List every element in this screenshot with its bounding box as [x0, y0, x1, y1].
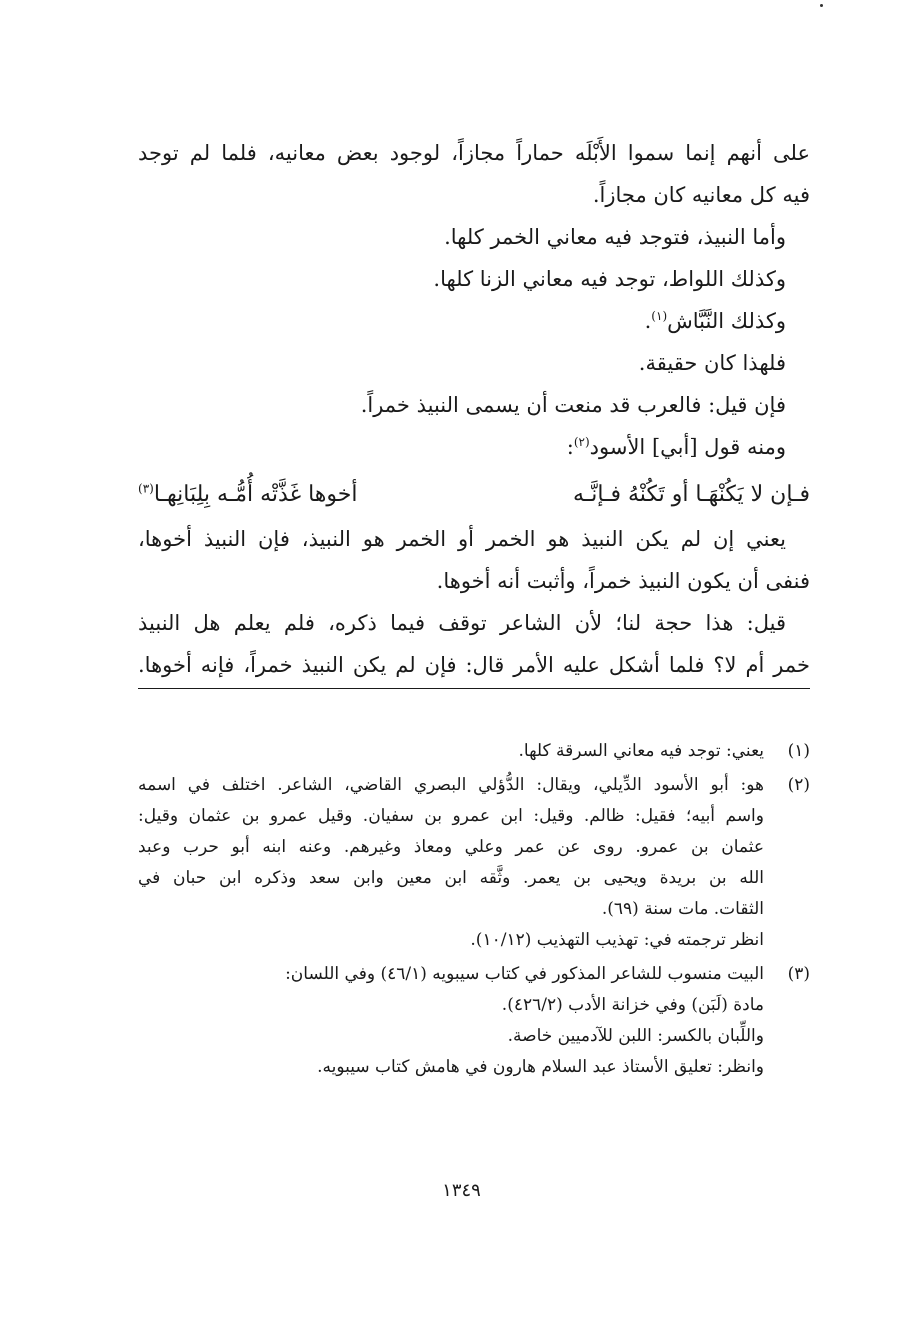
- footnote-1: [138, 736, 810, 767]
- footnote-line: انظر ترجمته في: تهذيب التهذيب (١٠/١٢).: [470, 930, 764, 950]
- hemistich-text: أخوها غَذَّتْه أُمُّـه بِلِبَانِهـا: [153, 482, 358, 507]
- footnote-line: الثقات. مات سنة (٦٩).: [601, 899, 764, 919]
- footnote-line: الله بن بريدة ويحيى بن يعمر. وثَّقه ابن معين وابن سعد وذكره ابن حبان في: [138, 868, 764, 888]
- punctuation: :: [566, 435, 574, 459]
- footnote-body: [138, 959, 764, 1083]
- text-line-with-ref: [138, 300, 810, 342]
- footnote-line: البيت منسوب للشاعر المذكور في كتاب سيبويه (٤٦/١) وفي اللسان:: [285, 964, 764, 984]
- poetry-verse: [138, 474, 810, 516]
- punctuation: .: [644, 309, 652, 333]
- text-line: فيه كل معانيه كان مجازاً.: [592, 183, 810, 207]
- footnote-number: (٢): [787, 775, 810, 795]
- text-line: فنفى أن يكون النبيذ خمراً، وأثبت أنه أخوها.: [436, 569, 810, 593]
- text-segment: وكذلك النَّبَّاش: [667, 309, 786, 333]
- verse-first-hemistich: فـإن لا يَكُنْهَـا أو تَكُنْهُ فـإنَّـه: [572, 482, 810, 507]
- text-line: وأما النبيذ، فتوجد فيه معاني الخمر كلها.: [444, 225, 786, 249]
- footnote-3: [138, 959, 810, 1083]
- footnote-ref-1: (١): [651, 309, 668, 323]
- footnote-line: واللِّبان بالكسر: اللبن للآدميين خاصة.: [507, 1026, 764, 1046]
- footnote-ref-2: (٢): [573, 435, 590, 449]
- text-line: وكذلك اللواط، توجد فيه معاني الزنا كلها.: [433, 267, 786, 291]
- text-line: على أنهم إنما سموا الأَبْلَه حماراً مجازاً، لوجود بعض معانيه، فلما لم توجد: [138, 141, 810, 165]
- text-segment: ومنه قول [أبي] الأسود: [589, 435, 786, 459]
- footnote-line: يعني: توجد فيه معاني السرقة كلها.: [518, 741, 764, 761]
- page-number: ١٣٤٩: [442, 1180, 481, 1201]
- footnote-line: واسم أبيه؛ فقيل: ظالم. وقيل: ابن عمرو بن سفيان. وقيل عمرو بن عثمان وقيل:: [138, 806, 764, 826]
- footnotes: [138, 736, 810, 1086]
- footnote-2: [138, 770, 810, 956]
- footnote-ref-3: (٣): [138, 481, 154, 496]
- footnote-line: وانظر: تعليق الأستاذ عبد السلام هارون في هامش كتاب سيبويه.: [317, 1057, 764, 1077]
- footnote-line: مادة (لَبَن) وفي خزانة الأدب (٤٢٦/٢).: [501, 995, 764, 1015]
- verse-second-hemistich: [138, 474, 357, 516]
- text-line: فإن قيل: فالعرب قد منعت أن يسمى النبيذ خمراً.: [360, 393, 786, 417]
- text-line: خمر أم لا؟ فلما أشكل عليه الأمر قال: فإن لم يكن النبيذ خمراً، فإنه أخوها.: [138, 644, 810, 689]
- text-line-with-ref: [138, 426, 810, 468]
- footnote-line: عثمان بن عمرو. روى عن عمر وعلي ومعاذ وغيرهم. وعنه ابنه أبو حرب وعبد: [138, 837, 764, 857]
- footnote-body: [138, 770, 764, 956]
- text-line: فلهذا كان حقيقة.: [638, 351, 786, 375]
- main-text: [138, 132, 810, 689]
- text-line: قيل: هذا حجة لنا؛ لأن الشاعر توقف فيما ذكره، فلم يعلم هل النبيذ: [138, 611, 786, 635]
- footnote-line: هو: أبو الأسود الدِّيلي، ويقال: الدُّؤلي البصري القاضي، الشاعر. اختلف في اسمه: [138, 775, 764, 795]
- footnote-number: (١): [787, 741, 810, 761]
- text-line: يعني إن لم يكن النبيذ هو الخمر أو الخمر هو النبيذ، فإن النبيذ أخوها،: [138, 527, 786, 551]
- corner-dot: [820, 4, 823, 7]
- footnote-number: (٣): [787, 964, 810, 984]
- footnote-body: [138, 736, 764, 767]
